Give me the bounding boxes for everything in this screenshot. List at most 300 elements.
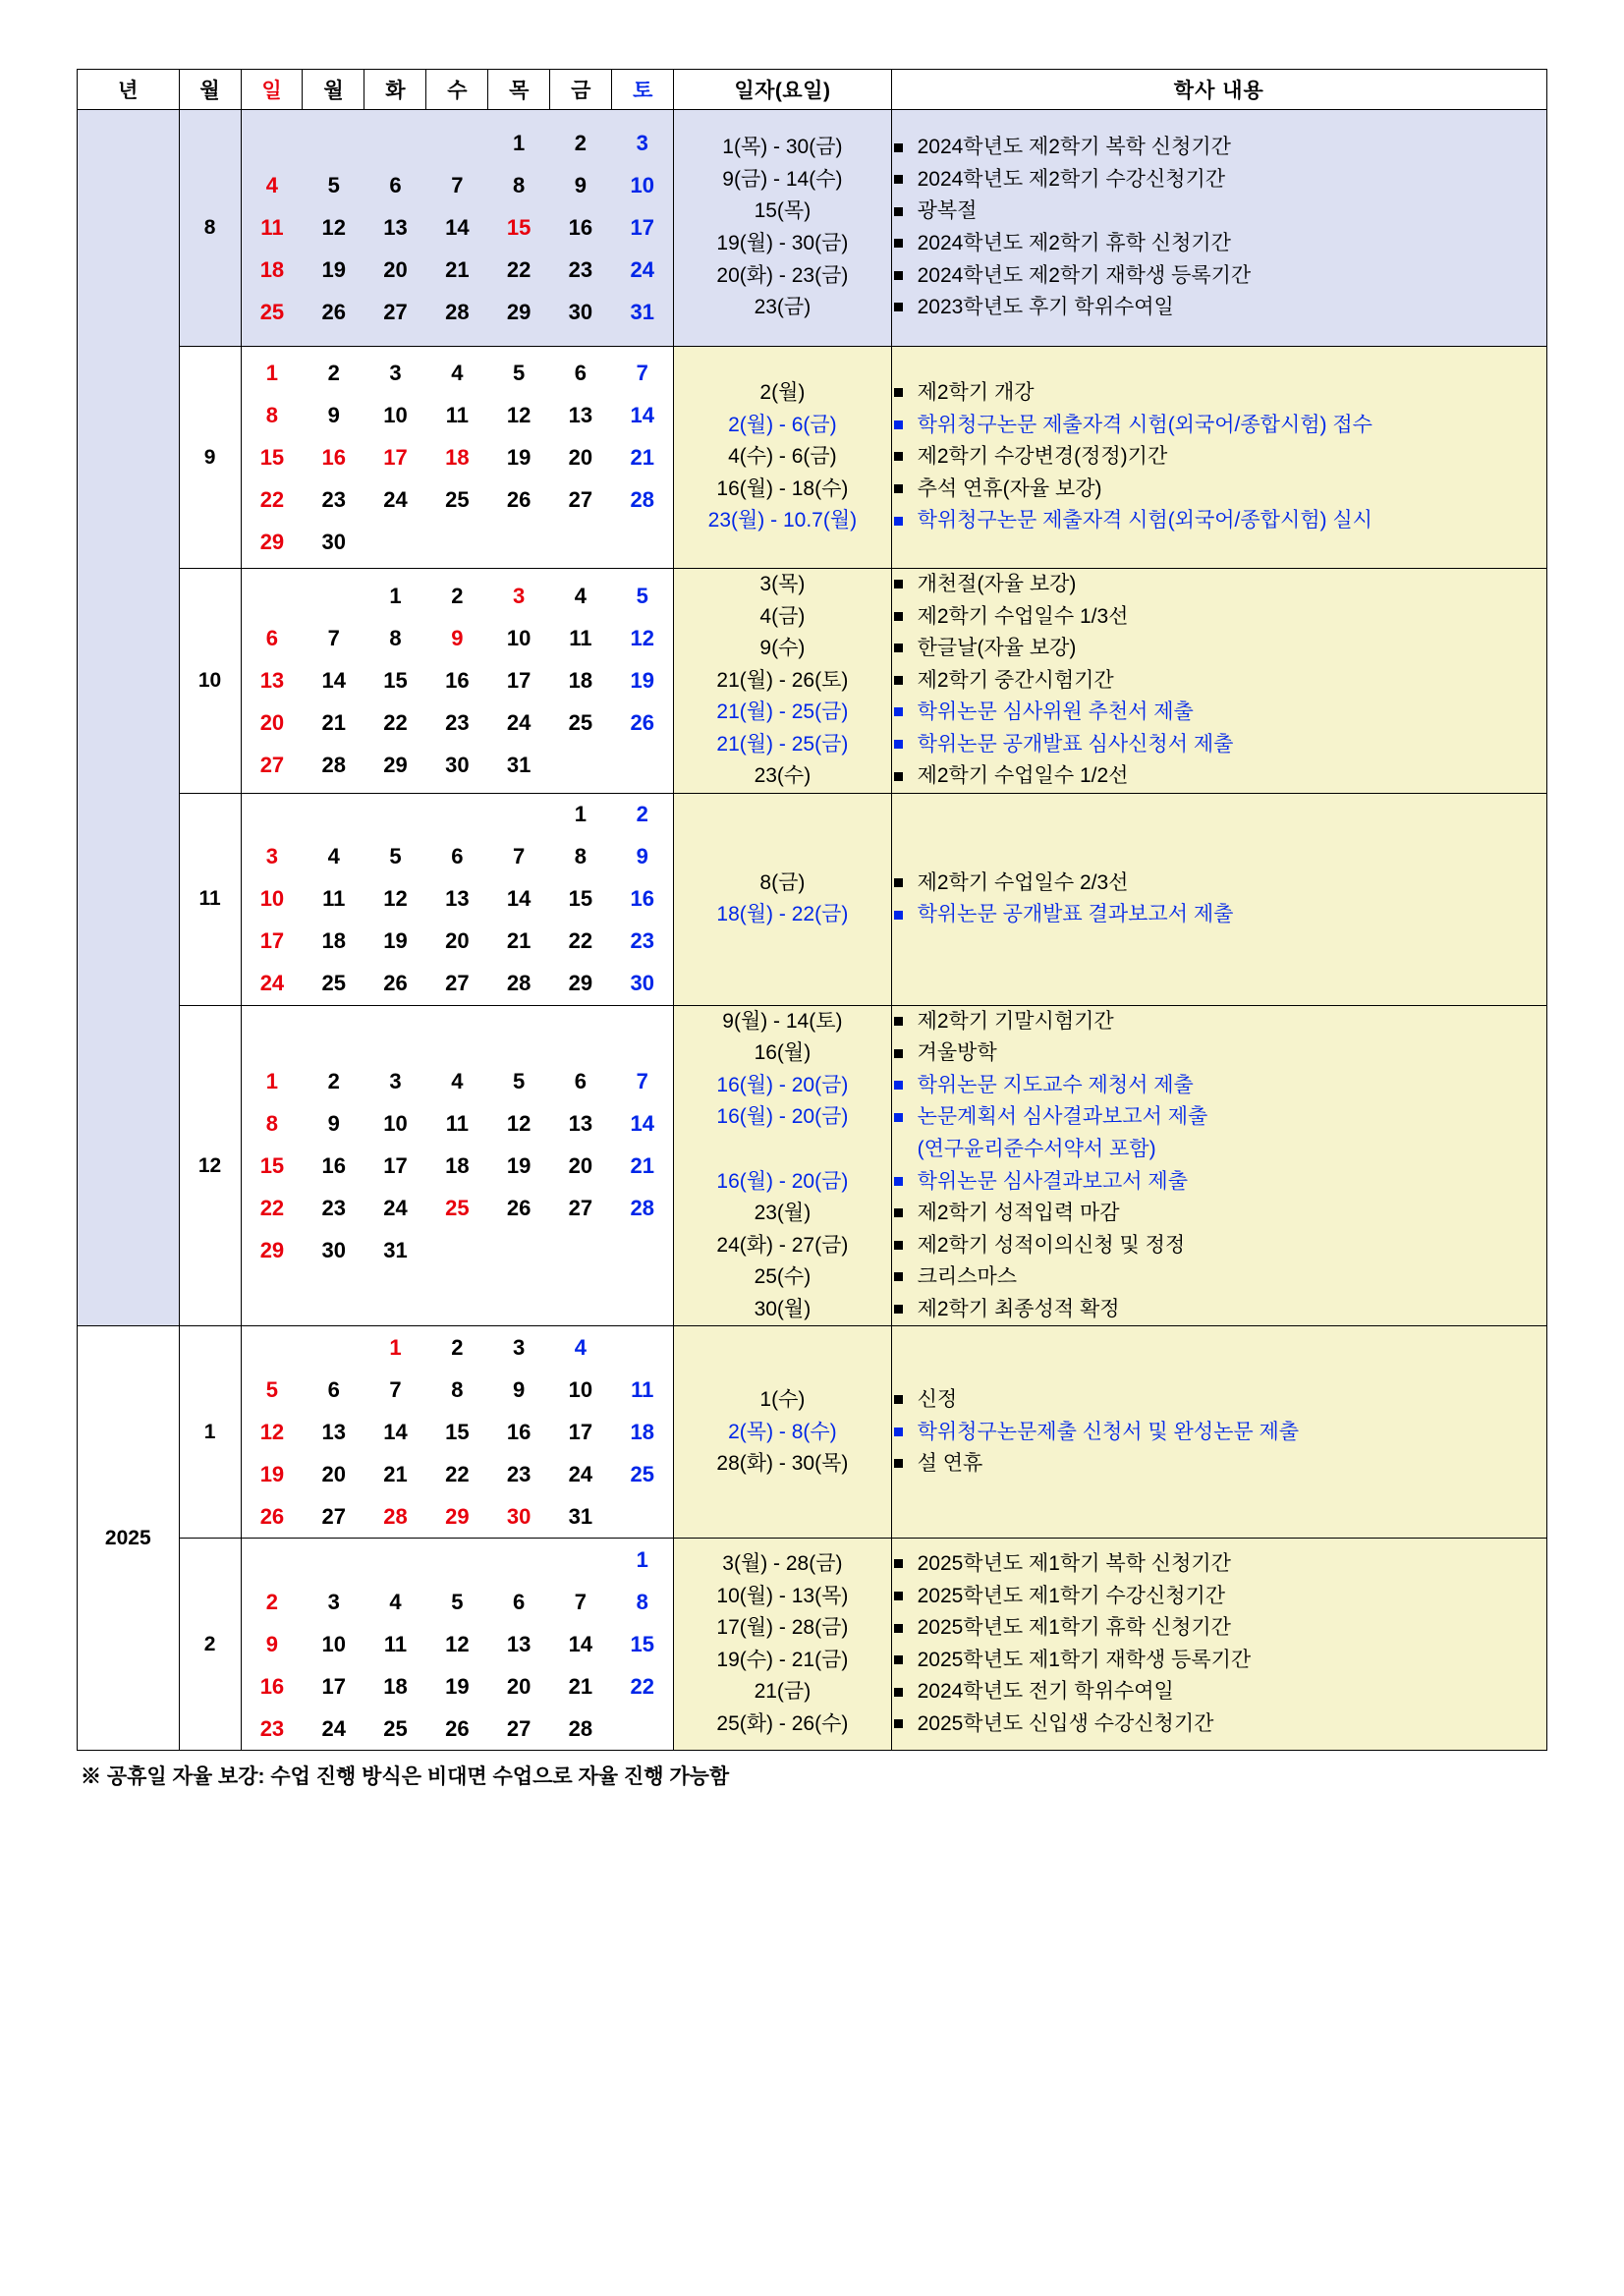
week-row <box>242 1708 674 1750</box>
day-cell: 24 <box>383 1195 408 1220</box>
day-cell: 19 <box>383 928 408 954</box>
square-bullet-icon <box>894 1113 903 1122</box>
event-label: 제2학기 중간시험기간 <box>917 668 1114 692</box>
day-cell: 16 <box>321 1152 346 1178</box>
day-cell: 16 <box>321 444 346 470</box>
day-cell: 29 <box>568 971 593 996</box>
day-cell: 8 <box>265 402 279 427</box>
square-bullet-icon <box>894 1655 903 1664</box>
day-cell: 15 <box>568 886 593 912</box>
event-label: 제2학기 수업일수 1/2선 <box>917 764 1129 788</box>
day-cell-empty <box>303 575 364 617</box>
day-cell: 21 <box>630 444 654 470</box>
event-label: 논문계획서 심사결과보고서 제출 <box>917 1105 1208 1129</box>
day-cell: 30 <box>630 971 654 996</box>
square-bullet-icon <box>894 517 903 526</box>
event-entry <box>892 132 1546 164</box>
day-cell: 25 <box>383 1715 408 1741</box>
day-cell: 21 <box>321 709 346 735</box>
day-cell: 9 <box>327 1110 340 1136</box>
date-entry: 8(금) <box>759 870 806 894</box>
week-row <box>242 878 674 921</box>
day-cell: 2 <box>550 123 612 165</box>
day-cell: 2 <box>636 802 648 827</box>
day-cell: 9 <box>265 1631 279 1656</box>
event-label: 크리스마스 <box>917 1265 1018 1289</box>
date-entry: 25(화) - 26(수) <box>716 1711 849 1735</box>
day-cell: 29 <box>259 529 285 554</box>
week-row <box>242 1102 674 1145</box>
date-entry: 9(수) <box>759 637 806 660</box>
day-cell-empty <box>611 1495 673 1538</box>
week-row <box>242 1411 674 1453</box>
day-cell-empty <box>550 521 612 563</box>
event-entry <box>892 1548 1546 1581</box>
day-cell-empty <box>488 1229 550 1271</box>
event-cell <box>891 1005 1546 1325</box>
square-bullet-icon <box>894 207 903 216</box>
square-bullet-icon <box>894 644 903 652</box>
month-label: 9 <box>179 347 241 569</box>
day-cell: 23 <box>321 1195 346 1220</box>
week-row <box>242 659 674 701</box>
event-entry <box>892 1037 1546 1070</box>
academic-calendar-table <box>77 69 1547 1751</box>
day-cell: 23 <box>259 1715 285 1741</box>
day-cell: 25 <box>445 1195 470 1220</box>
week-row <box>242 123 674 165</box>
day-cell: 13 <box>445 886 470 912</box>
day-cell: 29 <box>488 292 550 334</box>
day-cell-empty <box>303 1326 364 1369</box>
event-entry <box>892 1070 1546 1102</box>
day-cell: 3 <box>327 1589 340 1614</box>
date-entry: 15(목) <box>754 199 812 223</box>
day-cell: 30 <box>321 1237 346 1262</box>
date-entry: 28(화) - 30(목) <box>716 1452 849 1476</box>
date-entry: 21(금) <box>754 1680 812 1704</box>
date-entry: 4(수) - 6(금) <box>728 445 837 469</box>
square-bullet-icon <box>894 239 903 248</box>
event-label: 광복절 <box>917 199 978 223</box>
day-cell: 5 <box>636 583 648 608</box>
day-cell: 8 <box>451 1376 464 1402</box>
day-cell: 9 <box>636 844 648 869</box>
day-cell: 10 <box>568 1376 593 1402</box>
day-cell: 20 <box>506 1673 532 1699</box>
day-grid <box>241 110 674 347</box>
square-bullet-icon <box>894 1719 903 1728</box>
date-entry: 1(수) <box>759 1387 806 1411</box>
day-cell: 14 <box>506 886 532 912</box>
day-cell: 17 <box>383 1152 408 1178</box>
day-cell: 5 <box>512 360 526 385</box>
day-cell: 22 <box>259 1195 285 1220</box>
week-row <box>242 963 674 1005</box>
event-label: 학위논문 지도교수 제청서 제출 <box>917 1073 1194 1096</box>
day-cell: 11 <box>569 625 592 650</box>
day-cell: 25 <box>321 971 346 996</box>
week-row <box>242 1369 674 1411</box>
date-entry: 16(월) - 20(금) <box>716 1073 849 1096</box>
square-bullet-icon <box>894 1559 903 1568</box>
day-cell: 18 <box>383 1673 408 1699</box>
day-cell-empty <box>303 1539 364 1581</box>
day-cell: 1 <box>574 802 588 827</box>
day-cell: 15 <box>630 1631 654 1656</box>
week-row <box>242 1581 674 1623</box>
date-entry: 19(수) - 21(금) <box>716 1648 849 1671</box>
event-entry <box>892 729 1546 761</box>
day-cell: 15 <box>488 207 550 250</box>
day-cell: 6 <box>364 165 426 207</box>
day-cell: 15 <box>383 667 408 693</box>
day-cell: 28 <box>383 1503 408 1529</box>
week-row <box>242 352 674 394</box>
table-body <box>78 110 1547 1751</box>
day-cell: 30 <box>506 1503 532 1529</box>
date-entry: 30(월) <box>754 1297 812 1320</box>
day-cell-empty <box>364 521 426 563</box>
day-cell: 21 <box>426 250 488 292</box>
event-label: 제2학기 성적이의신청 및 정정 <box>917 1233 1186 1257</box>
square-bullet-icon <box>894 878 903 887</box>
day-cell: 9 <box>550 165 612 207</box>
day-cell: 28 <box>630 1195 654 1220</box>
date-entry: 23(월) - 10.7(월) <box>707 509 858 532</box>
week-row <box>242 1060 674 1102</box>
event-entry <box>892 1384 1546 1417</box>
square-bullet-icon <box>894 580 903 588</box>
day-cell: 26 <box>630 709 654 735</box>
day-cell: 18 <box>321 928 346 954</box>
day-cell: 12 <box>630 625 654 650</box>
dates-cell <box>674 1005 891 1325</box>
event-label: 학위청구논문 제출자격 시험(외국어/종합시험) 접수 <box>917 413 1372 436</box>
event-entry <box>892 697 1546 729</box>
event-label: 제2학기 수업일수 2/3선 <box>917 870 1129 894</box>
event-entry <box>892 1101 1546 1134</box>
week-row <box>242 250 674 292</box>
square-bullet-icon <box>894 452 903 461</box>
square-bullet-icon <box>894 1688 903 1697</box>
day-cell: 10 <box>383 402 408 427</box>
square-bullet-icon <box>894 676 903 685</box>
day-cell-empty <box>364 1539 426 1581</box>
day-cell: 7 <box>389 1376 402 1402</box>
day-cell: 28 <box>426 292 488 334</box>
year-cell-2025: 2025 <box>78 1326 180 1751</box>
day-cell: 24 <box>259 971 285 996</box>
event-entry <box>892 1166 1546 1199</box>
dates-cell <box>674 569 891 794</box>
event-label: 제2학기 수강변경(정정)기간 <box>917 445 1168 469</box>
day-cell-empty <box>550 744 612 786</box>
header-dates: 일자(요일) <box>674 70 891 110</box>
day-cell: 4 <box>389 1589 402 1614</box>
day-cell: 20 <box>568 444 593 470</box>
square-bullet-icon <box>894 420 903 429</box>
month-row <box>78 569 1547 794</box>
day-cell: 17 <box>259 928 285 954</box>
day-cell: 4 <box>574 1334 588 1360</box>
square-bullet-icon <box>894 1177 903 1186</box>
event-entry <box>892 1708 1546 1741</box>
day-cell: 14 <box>568 1631 593 1656</box>
day-cell-empty <box>242 575 304 617</box>
event-cell <box>891 569 1546 794</box>
event-label: 학위논문 심사결과보고서 제출 <box>917 1169 1188 1193</box>
event-label: 개천절(자율 보강) <box>917 573 1077 595</box>
day-cell: 26 <box>445 1715 470 1741</box>
day-cell-empty <box>488 521 550 563</box>
header-content: 학사 내용 <box>891 70 1546 110</box>
day-cell-empty <box>426 1229 488 1271</box>
week-row <box>242 1495 674 1538</box>
day-cell: 31 <box>383 1237 408 1262</box>
footnote: ※ 공휴일 자율 보강: 수업 진행 방식은 비대면 수업으로 자율 진행 가능함 <box>81 1765 730 1789</box>
week-row <box>242 794 674 836</box>
week-row <box>242 921 674 963</box>
day-cell: 4 <box>451 360 464 385</box>
day-cell: 6 <box>574 1068 588 1093</box>
day-cell: 13 <box>321 1419 346 1444</box>
week-row <box>242 165 674 207</box>
day-cell: 26 <box>506 1195 532 1220</box>
square-bullet-icon <box>894 303 903 311</box>
date-entry: 21(월) - 26(토) <box>716 668 849 692</box>
day-cell: 24 <box>321 1715 346 1741</box>
week-row <box>242 617 674 659</box>
day-cell-empty <box>242 1326 304 1369</box>
day-cell: 23 <box>321 486 346 512</box>
event-label: 겨울방학 <box>917 1041 997 1065</box>
day-cell: 16 <box>445 667 470 693</box>
dates-cell <box>674 1326 891 1539</box>
day-cell-empty <box>550 1229 612 1271</box>
day-cell: 7 <box>327 625 340 650</box>
day-cell-empty <box>488 794 550 836</box>
square-bullet-icon <box>894 1081 903 1090</box>
day-cell: 14 <box>630 402 654 427</box>
dates-cell <box>674 110 891 347</box>
day-grid <box>241 793 674 1005</box>
date-entry <box>674 1134 890 1166</box>
date-entry: 24(화) - 27(금) <box>716 1233 849 1257</box>
week-row <box>242 1623 674 1665</box>
day-cell: 5 <box>389 844 402 869</box>
day-cell: 16 <box>506 1419 532 1444</box>
day-cell: 16 <box>630 886 654 912</box>
date-entry: 18(월) - 22(금) <box>716 903 849 926</box>
day-cell: 28 <box>506 971 532 996</box>
event-label: 신정 <box>917 1387 958 1411</box>
day-cell-empty <box>488 1539 550 1581</box>
event-entry <box>892 1448 1546 1481</box>
day-cell: 20 <box>259 709 285 735</box>
week-row <box>242 436 674 478</box>
square-bullet-icon <box>894 740 903 749</box>
day-cell: 2 <box>327 1068 340 1093</box>
event-label: 제2학기 성적입력 마감 <box>917 1202 1120 1225</box>
day-cell: 29 <box>383 752 408 777</box>
header-weekday-sun: 일 <box>241 70 303 110</box>
date-entry: 2(월) - 6(금) <box>728 413 837 436</box>
event-cell <box>891 1539 1546 1751</box>
date-entry: 2(목) - 8(수) <box>728 1420 837 1443</box>
month-row <box>78 110 1547 347</box>
date-entry: 16(월) - 20(금) <box>716 1169 849 1193</box>
event-label: 2025학년도 제1학기 수강신청기간 <box>917 1584 1226 1607</box>
day-cell: 4 <box>451 1068 464 1093</box>
month-row <box>78 1326 1547 1539</box>
day-cell: 3 <box>512 583 526 608</box>
day-cell: 6 <box>574 360 588 385</box>
date-entry: 23(수) <box>754 764 812 788</box>
day-cell: 12 <box>383 886 408 912</box>
date-entry: 16(월) <box>754 1041 812 1065</box>
event-entry <box>892 1198 1546 1230</box>
event-entry <box>892 228 1546 260</box>
event-label: 학위논문 공개발표 심사신청서 제출 <box>917 732 1234 756</box>
week-row <box>242 1665 674 1708</box>
date-entry: 10(월) - 13(목) <box>716 1584 849 1607</box>
day-cell: 8 <box>488 165 550 207</box>
square-bullet-icon <box>894 772 903 781</box>
event-entry <box>892 1645 1546 1677</box>
day-cell-empty <box>611 744 673 786</box>
day-cell-empty <box>242 794 304 836</box>
day-grid <box>241 1326 674 1539</box>
day-cell: 26 <box>506 486 532 512</box>
day-cell: 27 <box>568 1195 593 1220</box>
date-entry: 23(월) <box>754 1202 812 1225</box>
day-cell: 14 <box>321 667 346 693</box>
day-cell: 15 <box>259 444 285 470</box>
day-cell: 20 <box>321 1461 346 1486</box>
day-cell: 22 <box>259 486 285 512</box>
day-cell: 10 <box>383 1110 408 1136</box>
day-cell: 27 <box>445 971 470 996</box>
square-bullet-icon <box>894 911 903 920</box>
event-entry <box>892 164 1546 196</box>
week-row <box>242 701 674 744</box>
event-label: 추석 연휴(자율 보강) <box>917 476 1102 500</box>
date-entry: 23(금) <box>754 296 812 319</box>
header-weekday-tue: 화 <box>364 70 426 110</box>
event-label: 학위논문 공개발표 결과보고서 제출 <box>917 903 1234 926</box>
day-cell: 2 <box>265 1589 279 1614</box>
month-row <box>78 1005 1547 1325</box>
header-weekday-wed: 수 <box>426 70 488 110</box>
day-cell: 13 <box>364 207 426 250</box>
day-cell: 20 <box>364 250 426 292</box>
day-cell-empty <box>242 1539 304 1581</box>
day-cell: 22 <box>445 1461 470 1486</box>
event-label: 한글날(자율 보강) <box>917 637 1077 660</box>
day-cell: 2 <box>327 360 340 385</box>
day-cell: 1 <box>265 360 279 385</box>
date-entry: 4(금) <box>759 604 806 628</box>
day-cell: 3 <box>512 1334 526 1360</box>
event-label: 2025학년도 제1학기 휴학 신청기간 <box>917 1616 1231 1640</box>
date-entry: 1(목) - 30(금) <box>722 136 843 159</box>
day-cell: 31 <box>506 752 532 777</box>
week-row <box>242 394 674 436</box>
day-cell: 11 <box>445 1110 469 1136</box>
square-bullet-icon <box>894 1592 903 1600</box>
day-cell: 4 <box>242 165 304 207</box>
month-label: 10 <box>179 569 241 794</box>
day-cell: 10 <box>321 1631 346 1656</box>
event-cell <box>891 110 1546 347</box>
event-entry <box>892 868 1546 900</box>
day-cell: 27 <box>364 292 426 334</box>
day-cell: 25 <box>630 1461 654 1486</box>
day-cell: 7 <box>636 360 648 385</box>
day-cell: 8 <box>636 1589 648 1614</box>
day-cell: 1 <box>389 1334 402 1360</box>
week-row <box>242 575 674 617</box>
event-label: 2023학년도 후기 학위수여일 <box>917 296 1174 319</box>
day-cell: 5 <box>303 165 364 207</box>
day-cell: 14 <box>630 1110 654 1136</box>
event-entry <box>892 1134 1546 1166</box>
week-row <box>242 292 674 334</box>
day-cell-empty <box>303 794 364 836</box>
day-cell: 30 <box>321 529 346 554</box>
dates-cell <box>674 793 891 1005</box>
day-cell: 3 <box>389 360 402 385</box>
day-cell: 19 <box>506 444 532 470</box>
month-row <box>78 1539 1547 1751</box>
day-cell: 12 <box>506 1110 532 1136</box>
day-grid <box>241 569 674 794</box>
event-entry <box>892 1417 1546 1449</box>
day-cell: 29 <box>445 1503 470 1529</box>
day-cell: 31 <box>568 1503 593 1529</box>
day-cell: 15 <box>259 1152 285 1178</box>
week-row <box>242 1229 674 1271</box>
day-cell: 16 <box>550 207 612 250</box>
day-cell-empty <box>242 123 304 165</box>
square-bullet-icon <box>894 1208 903 1217</box>
day-cell: 18 <box>445 444 470 470</box>
square-bullet-icon <box>894 707 903 716</box>
day-cell: 22 <box>488 250 550 292</box>
event-label: (연구윤리준수서약서 포함) <box>917 1138 1156 1161</box>
day-cell: 17 <box>383 444 408 470</box>
day-cell: 1 <box>488 123 550 165</box>
event-entry <box>892 1261 1546 1294</box>
day-cell: 18 <box>630 1419 654 1444</box>
year-cell-2024 <box>78 110 180 1326</box>
date-entry: 16(월) - 20(금) <box>716 1105 849 1129</box>
day-cell: 8 <box>389 625 402 650</box>
day-cell: 3 <box>611 123 673 165</box>
square-bullet-icon <box>894 271 903 280</box>
event-entry <box>892 196 1546 228</box>
event-entry <box>892 292 1546 324</box>
event-entry <box>892 633 1546 665</box>
day-cell: 14 <box>383 1419 408 1444</box>
day-cell: 2 <box>451 583 464 608</box>
event-entry <box>892 410 1546 442</box>
event-entry <box>892 1676 1546 1708</box>
day-cell: 22 <box>568 928 593 954</box>
day-cell: 8 <box>574 844 588 869</box>
date-entry: 21(월) - 25(금) <box>716 700 849 724</box>
